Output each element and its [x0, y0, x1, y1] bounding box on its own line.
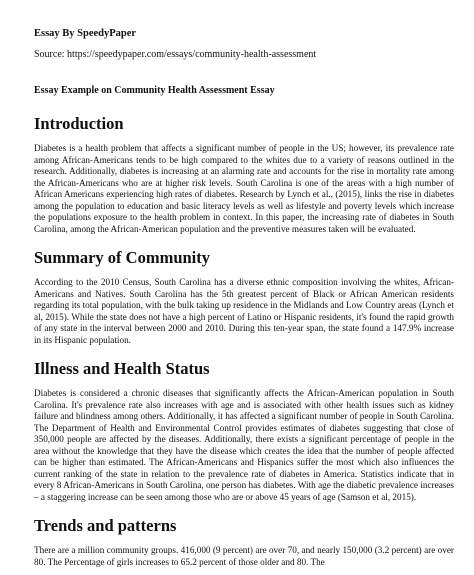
essay-title: Essay Example on Community Health Assessment Essay	[34, 85, 275, 96]
section-heading: Introduction	[34, 114, 124, 133]
section-paragraph: Diabetes is a health problem that affects a significant number of people in the US; however, its prevalence rate among African-Americans tends to be high compared to the whites due to a variety of reasons outlined in the research. Additionally, diabetes is increasing at an alarming rate and accounts for the rise in mortality rate among the African-Americans who are at higher risk levels. South Carolina is one of the areas with a high number of African Americans experiencing high rates of diabetes. Research by Lynch et al., (2015), links the rise in diabetes among the population to education and basic literacy levels as well as lifestyle and poverty levels which increase the populations exposure to the health problem in context. In this paper, the increasing rate of diabetes in South Carolina, among the African-American population and the preventive measures taken will be evaluated.	[34, 143, 454, 234]
section-heading: Illness and Health Status	[34, 359, 210, 378]
section-introduction	[34, 113, 454, 235]
section-summary-of-community	[34, 247, 454, 346]
section-paragraph: There are a million community groups. 416,000 (9 percent) are over 70, and nearly 150,000 (3.2 percent) are over 80. The Percentage of girls increases to 65.2 percent of those older and 80. The	[34, 545, 454, 567]
section-paragraph: Diabetes is considered a chronic diseases that significantly affects the African-American population in South Carolina. It's prevalence rate also increases with age and is associated with other health issues such as kidney failure and blindness among others. Additionally, it has affected a significant number of people in South Carolina. The Department of Health and Environmental Control provides estimates of diabetes suggesting that close of 350,000 people are affected by the diseases. Additionally, there exists a significant percentage of people in the area without the knowledge that they have the disease which creates the idea that the number of people affected can be higher than estimated. The African-Americans and Hispanics suffer the most which also influences the current ranking of the state in relation to the prevalence rate of diabetes in America. Statistics indicate that in every 8 African-Americans in South Carolina, one person has diabetes. With age the diabetic prevalence increases – a staggering increase can be seen among those who are or above 45 years of age (Samson et al, 2015).	[34, 388, 454, 502]
brand-line: Essay By SpeedyPaper	[34, 28, 137, 39]
section-trends-and-patterns	[34, 515, 454, 568]
section-illness-and-health-status	[34, 358, 454, 503]
document-header	[34, 27, 454, 97]
source-line: Source: https://speedypaper.com/essays/community-health-assessment	[34, 49, 317, 60]
section-heading: Trends and patterns	[34, 516, 177, 535]
section-heading: Summary of Community	[34, 248, 210, 267]
section-paragraph: According to the 2010 Census, South Carolina has a diverse ethnic composition involving the whites, African-Americans and Natives. South Carolina has the 5th greatest percent of Black or African American residents regarding its total population, with the bulk taking up residence in the Midlands and Low Country areas (Lynch et al, 2015). While the state does not have a high percent of Latino or Hispanic residents, it's found the rapid growth of any state in the interval between 2000 and 2010. During this ten-year span, the state found a 147.9% increase in its Hispanic population.	[34, 277, 454, 345]
document-body	[34, 113, 454, 575]
